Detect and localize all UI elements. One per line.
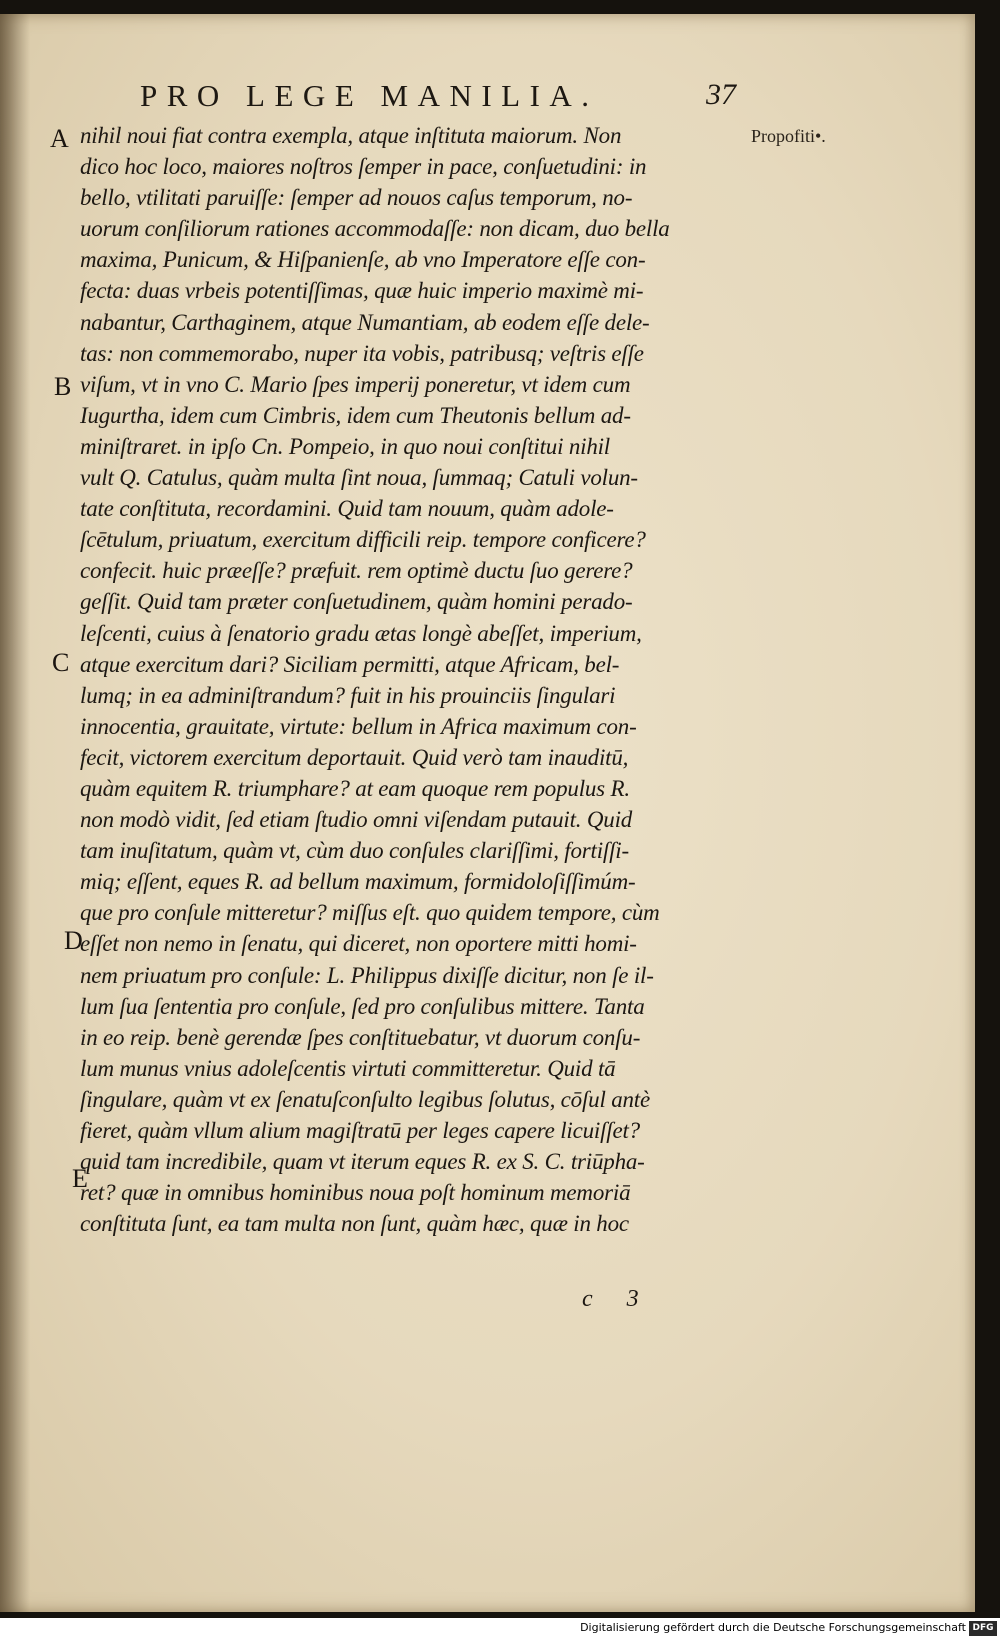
text-line: geſſit. Quid tam præter conſuetudinem, quàm homini perado- [80,589,633,615]
body-text [80,120,760,1239]
text-line: miniſtraret. in ipſo Cn. Pompeio, in quo noui conſtitui nihil [80,433,610,459]
spine-shadow [0,14,30,1612]
text-line: Iugurtha, idem cum Cimbris, idem cum Theutonis bellum ad- [80,402,631,428]
text-line: innocentia, grauitate, virtute: bellum in Africa maximum con- [80,713,637,739]
text-line: ſcētulum, priuatum, exercitum difficili reip. tempore conficere? [80,527,646,553]
footer-bar [0,1618,1000,1640]
section-letter-e: E [72,1164,88,1193]
text-line: quàm equitem R. triumphare? at eam quoque rem populus R. [80,775,630,801]
text-line: uorum conſiliorum rationes accommodaſſe: non dicam, duo bella [80,216,670,242]
text-line: confecit. huic præeſſe? præfuit. rem optimè ductu ſuo gerere? [80,558,633,584]
text-line: maxima, Punicum, & Hiſpanienſe, ab vno Imperatore eſſe con- [80,247,646,273]
text-line: lum ſua ſententia pro conſule, ſed pro conſulibus mittere. Tanta [80,993,645,1019]
dfg-logo-icon: DFG [969,1621,997,1636]
text-line: fieret, quàm vllum alium magiſtratū per leges capere licuiſſet? [80,1118,640,1143]
text-line: ſingulare, quàm vt ex ſenatuſconſulto legibus ſolutus, cōſul antè [80,1086,651,1112]
text-line: lumq; in ea adminiſtrandum? fuit in his prouinciis ſingulari [80,682,616,708]
text-line: eſſet non nemo in ſenatu, qui diceret, non oportere mitti homi- [80,931,637,957]
section-letter-d: D [64,926,83,955]
section-letter-b: B [54,372,72,401]
text-line: viſum, vt in vno C. Mario ſpes imperij poneretur, vt idem cum [80,371,631,397]
running-head [0,78,975,118]
text-line: fecta: duas vrbeis potentiſſimas, quæ huic imperio maximè mi- [80,278,644,304]
running-head-title: PRO LEGE MANILIA. [140,78,599,113]
text-line: bello, vtilitati paruiſſe: ſemper ad nouos caſus temporum, no- [80,185,633,211]
text-line: non modò vidit, ſed etiam ſtudio omni viſendam putauit. Quid [80,807,633,833]
funding-credit: Digitalisierung gefördert durch die Deutsche Forschungsgemeinschaft [580,1621,966,1634]
text-line: tam inuſitatum, quàm vt, cùm duo conſules clariſſimi, fortiſſi- [80,838,629,864]
text-line: tate conſtituta, recordamini. Quid tam nouum, quàm adole- [80,496,614,522]
text-line: nihil noui fiat contra exempla, atque inſtituta maiorum. Non [80,123,622,148]
text-line: que pro conſule mitteretur? miſſus eſt. quo quidem tempore, cùm [80,900,660,926]
text-line: ret? quæ in omnibus hominibus noua poſt hominum memoriā [80,1180,631,1206]
text-line: dico hoc loco, maiores noſtros ſemper in pace, conſuetudini: in [80,154,647,180]
signature-mark: c 3 [582,1286,653,1312]
text-line: nabantur, Carthaginem, atque Numantiam, ab eodem eſſe dele- [80,309,650,335]
text-line: fecit, victorem exercitum deportauit. Quid verò tam inauditū, [80,744,629,770]
marginal-note: Propofiti•. [751,126,826,146]
text-line: tas: non commemorabo, nuper ita vobis, patribusq; veſtris eſſe [80,340,644,366]
text-line: in eo reip. benè gerendæ ſpes conſtituebatur, vt duorum conſu- [80,1024,641,1050]
text-line: nem priuatum pro conſule: L. Philippus dixiſſe dicitur, non ſe il- [80,962,654,988]
text-line: vult Q. Catulus, quàm multa ſint noua, ſummaq; Catuli volun- [80,465,638,491]
section-letter-a: A [50,124,69,153]
text-line: leſcenti, cuius à ſenatorio gradu ætas longè abeſſet, imperium, [80,620,642,646]
text-line: miq; eſſent, eques R. ad bellum maximum, formidoloſiſſimúm- [80,869,636,895]
text-line: conſtituta ſunt, ea tam multa non ſunt, quàm hæc, quæ in hoc [80,1211,629,1237]
page-number: 37 [706,78,736,111]
text-line: lum munus vnius adoleſcentis virtuti committeretur. Quid tā [80,1055,616,1081]
text-line: quid tam incredibile, quam vt iterum eques R. ex S. C. triūpha- [80,1149,645,1175]
section-letter-c: C [52,648,70,677]
text-line: atque exercitum dari? Siciliam permitti, atque Africam, bel- [80,651,620,677]
